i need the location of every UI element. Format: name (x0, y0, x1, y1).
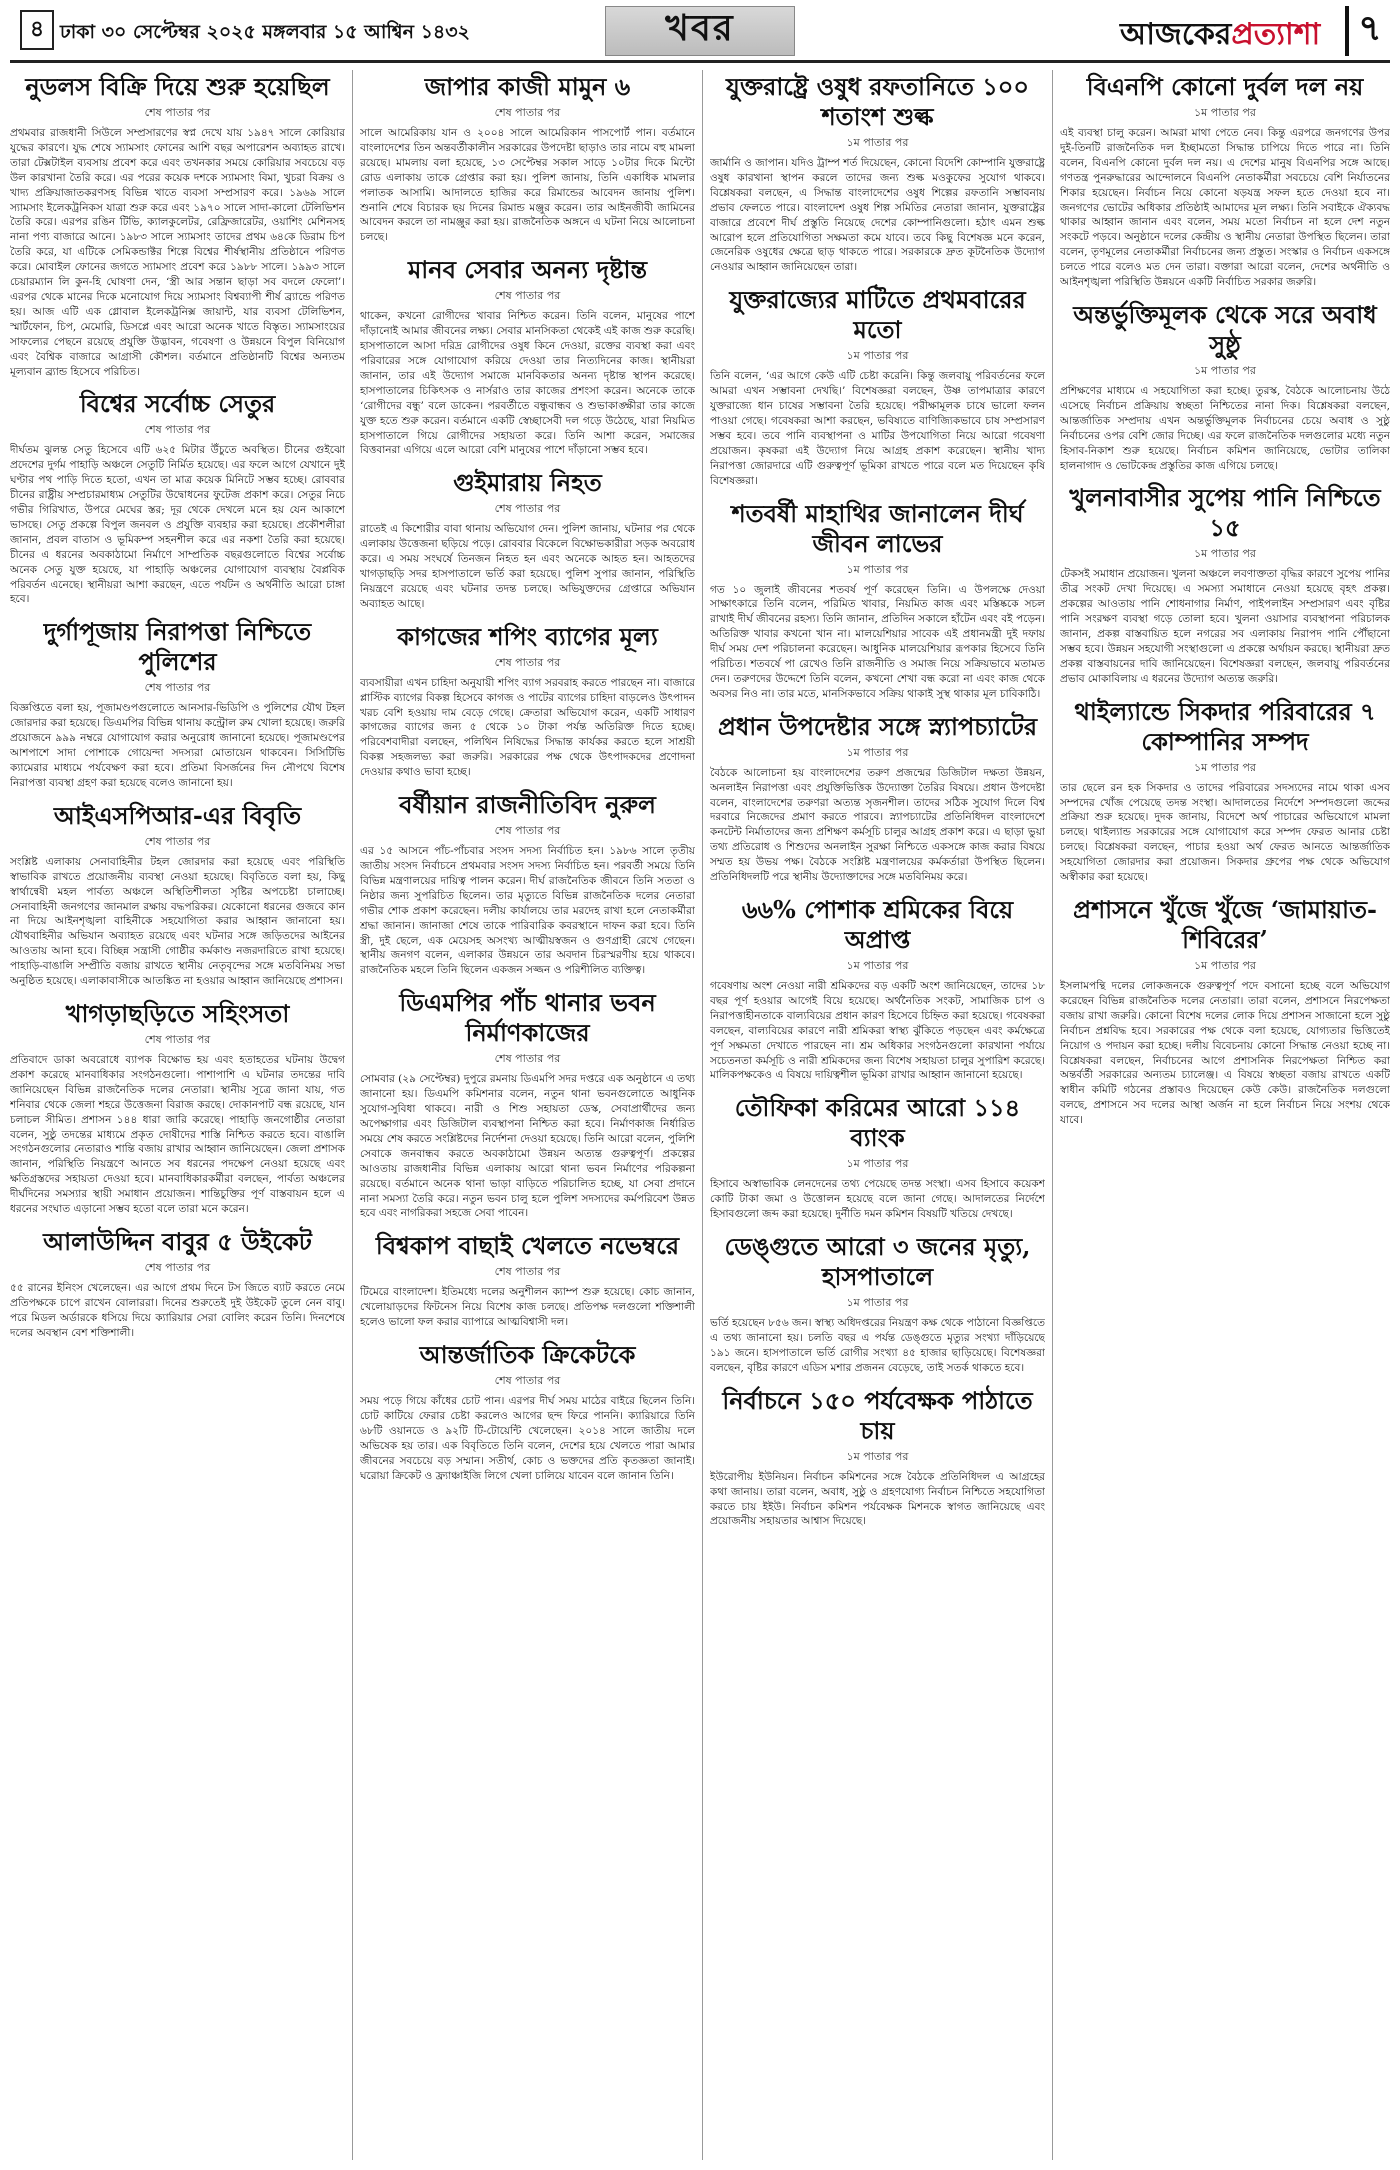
continuation-note: ১ম পাতার পর (846, 1157, 909, 1171)
article-body: গত ১০ জুলাই জীবনের শতবর্ষ পূর্ণ করেছেন তিনি। এ উপলক্ষে দেওয়া সাক্ষাৎকারে তিনি বলেন, পরিমিত খাবার, নিয়মিত কাজ এবং মস্তিষ্ককে সচল রাখাই দীর্ঘ জীবনের রহস্য। তিনি জানান, প্রতিদিন সকালে হাঁটেন এবং বই পড়েন। অতিরিক্ত খাবার কখনো খান না। মালয়েশিয়ার সাবেক এই প্রধানমন্ত্রী দুই দফায় দীর্ঘ সময় দেশ পরিচালনা করেছেন। আধুনিক মালয়েশিয়ার রূপকার হিসেবে তিনি পরিচিত। শতবর্ষে পা রেখেও তিনি রাজনীতি ও সমাজ নিয়ে সক্রিয়ভাবে মতামত দেন। তরুণদের উদ্দেশে তিনি বলেন, কখনো শেখা বন্ধ করো না এবং কাজ থেকে অবসর নিও না। তার মতে, মানসিকভাবে সক্রিয় থাকাই সুস্থ থাকার মূল চাবিকাঠি। (710, 583, 1045, 700)
article-headline[interactable]: খুলনাবাসীর সুপেয় পানি নিশ্চিতে ১৫ (1069, 483, 1381, 543)
news-article (1060, 481, 1390, 686)
article-body: রাতেই এ কিশোরীর বাবা থানায় অভিযোগ দেন। পুলিশ জানায়, ঘটনার পর থেকে এলাকায় উত্তেজনা ছড়িয়ে পড়ে। রোববার বিকেলে বিক্ষোভকারীরা সড়ক অবরোধ করে। এ সময় সংঘর্ষে তিনজন নিহত হন এবং অনেকে আহত হন। আহতদের খাগড়াছড়ি সদর হাসপাতালে ভর্তি করা হয়েছে। পুলিশ সুপার জানান, পরিস্থিতি নিয়ন্ত্রণে রয়েছে এবং ঘটনার তদন্ত চলছে। অভিযুক্তদের গ্রেপ্তারে অভিযান অব্যাহত আছে। (360, 523, 695, 610)
continuation-note: শেষ পাতার পর (494, 1265, 561, 1279)
article-body: ভর্তি হয়েছেন ৮৫৬ জন। স্বাস্থ্য অধিদপ্তরের নিয়ন্ত্রণ কক্ষ থেকে পাঠানো বিজ্ঞপ্তিতে এ তথ্য জানানো হয়। চলতি বছর এ পর্যন্ত ডেঙ্গুতে মৃত্যুর সংখ্যা দাঁড়িয়েছে ১৯১ জনে। হাসপাতালে ভর্তি রোগীর সংখ্যা ৪৫ হাজার ছাড়িয়েছে। বিশেষজ্ঞরা বলছেন, বৃষ্টির কারণে এডিস মশার প্রজনন বেড়েছে, তাই সতর্ক থাকতে হবে। (710, 1317, 1045, 1374)
news-article (710, 1384, 1045, 1530)
article-body: সোমবার (২৯ সেপ্টেম্বর) দুপুরে রমনায় ডিএমপি সদর দপ্তরে এক অনুষ্ঠানে এ তথ্য জানানো হয়। ডিএমপি কমিশনার বলেন, নতুন থানা ভবনগুলোতে আধুনিক সুযোগ-সুবিধা থাকবে। নারী ও শিশু সহায়তা ডেস্ক, সেবাপ্রার্থীদের জন্য অপেক্ষাগার এবং ডিজিটাল ব্যবস্থাপনা নিশ্চিত করা হবে। নির্মাণকাজ নির্ধারিত সময়ে শেষ করতে সংশ্লিষ্টদের নির্দেশনা দেওয়া হয়েছে। তিনি আরো বলেন, পুলিশি সেবাকে জনবান্ধব করতে অবকাঠামো উন্নয়ন অত্যন্ত গুরুত্বপূর্ণ। প্রকল্পের আওতায় রাজধানীর বিভিন্ন এলাকায় আরো থানা ভবন নির্মাণের পরিকল্পনা রয়েছে। বর্তমানে অনেক থানা ভাড়া বাড়িতে পরিচালিত হচ্ছে, যা সেবা প্রদানে নানা সমস্যা তৈরি করে। নতুন ভবন চালু হলে পুলিশ সদস্যদের কর্মপরিবেশ উন্নত হবে এবং নাগরিকরা সহজে সেবা পাবেন। (360, 1073, 695, 1220)
column-divider (352, 70, 353, 2160)
news-article (710, 893, 1045, 1083)
news-article (360, 788, 695, 978)
continuation-note: ১ম পাতার পর (846, 562, 909, 576)
continuation-note: ১ম পাতার পর (1194, 959, 1256, 972)
news-article (360, 70, 695, 245)
continuation-note: শেষ পাতার পর (144, 681, 211, 695)
article-headline[interactable]: দুর্গাপূজায় নিরাপত্তা নিশ্চিতে পুলিশের (43, 617, 312, 677)
continuation-note: ১ম পাতার পর (846, 959, 909, 972)
article-body: ইউরোপীয় ইউনিয়ন। নির্বাচন কমিশনের সঙ্গে বৈঠকে প্রতিনিধিদল এ আগ্রহের কথা জানায়। তারা বলেন, অবাধ, সুষ্ঠু ও গ্রহণযোগ্য নির্বাচন নিশ্চিতে সহযোগিতা করতে চায় ইইউ। নির্বাচন কমিশন পর্যবেক্ষক মিশনকে স্বাগত জানিয়েছে এবং প্রয়োজনীয় সহায়তার আশ্বাস দিয়েছে। (710, 1470, 1045, 1528)
article-body: জার্মানি ও জাপান। যদিও ট্রাম্প শর্ত দিয়েছেন, কোনো বিদেশি কোম্পানি যুক্তরাষ্ট্রে ওষুধ কারখানা স্থাপন করলে তাদের জন্য শুল্ক মওকুফের সুযোগ থাকবে। বিশ্লেষকরা বলছেন, এ সিদ্ধান্ত বাংলাদেশের ওষুধ শিল্পের রফতানি সম্ভাবনায় প্রভাব ফেলতে পারে। বাংলাদেশ ওষুধ শিল্প সমিতির নেতারা জানান, যুক্তরাষ্ট্রের বাজারে প্রবেশে দীর্ঘ প্রস্তুতি নিয়েছে দেশের কোম্পানিগুলো। হঠাৎ এমন শুল্ক আরোপ হলে প্রতিযোগিতা সক্ষমতা কমে যাবে। তবে কিছু বিশেষজ্ঞ মনে করেন, জেনেরিক ওষুধের ক্ষেত্রে ছাড় থাকতে পারে। সরকারকে দ্রুত কূটনৈতিক উদ্যোগ নেওয়ার আহ্বান জানিয়েছেন তারা। (710, 157, 1045, 274)
article-headline[interactable]: নির্বাচনে ১৫০ পর্যবেক্ষক পাঠাতে চায় (722, 1385, 1033, 1445)
news-article (710, 70, 1045, 275)
article-headline[interactable]: আন্তর্জাতিক ক্রিকেটকে (419, 1340, 636, 1370)
news-article (10, 997, 345, 1217)
news-article (10, 799, 345, 989)
continuation-note: ১ম পাতার পর (1194, 363, 1256, 377)
continuation-note: ১ম পাতার পর (1194, 760, 1256, 774)
article-body: সময় পড়ে গিয়ে কাঁধের চোট পান। এরপর দীর্ঘ সময় মাঠের বাইরে ছিলেন তিনি। চোট কাটিয়ে ফেরার চেষ্টা করলেও আগের ছন্দ ফিরে পাননি। ক্যারিয়ারে তিনি ৬৮টি ওয়ানডে ও ৯২টি টি-টোয়েন্টি খেলেছেন। ২০১৪ সালে জাতীয় দলে অভিষেক হয় তার। এক বিবৃতিতে তিনি বলেন, দেশের হয়ে খেলতে পারা আমার জীবনের সবচেয়ে বড় সম্মান। সতীর্থ, কোচ ও ভক্তদের প্রতি কৃতজ্ঞতা জানাই। ঘরোয়া ক্রিকেট ও ফ্র্যাঞ্চাইজি লিগে খেলা চালিয়ে যাবেন বলে জানান তিনি। (360, 1395, 695, 1482)
article-body: সালে আমেরিকায় যান ও ২০০৪ সালে আমেরিকান পাসপোর্ট পান। বর্তমানে বাংলাদেশের তিন অন্তবর্তীকালীন সরকারের উপদেষ্টা ছাড়াও তার নামে বহু মামলা রয়েছে। মামলায় বলা হয়েছে, ১৩ সেপ্টেম্বর সকাল সাড়ে ১০টার দিকে মিন্টো রোড এলাকায় তাকে গ্রেপ্তার করা হয়। পুলিশ জানায়, তিনি একাধিক মামলার পলাতক আসামি। আদালতে হাজির করে রিমান্ডের আবেদন জানায় পুলিশ। শুনানি শেষে বিচারক ছয় দিনের রিমান্ড মঞ্জুর করেন। তার আইনজীবী জামিনের আবেদন করলে তা নামঞ্জুর করা হয়। রাজনৈতিক অঙ্গনে এ ঘটনা নিয়ে আলোচনা চলছে। (360, 127, 695, 244)
logo-accent: প্রত্যাশা (1231, 17, 1321, 52)
column-3 (710, 70, 1045, 2160)
continuation-note: ১ম পাতার পর (846, 745, 909, 759)
article-headline[interactable]: আইএসপিআর-এর বিবৃতি (53, 800, 302, 830)
article-body: বৈঠকে আলোচনা হয় বাংলাদেশের তরুণ প্রজন্মের ডিজিটাল দক্ষতা উন্নয়ন, অনলাইন নিরাপত্তা এবং প্রযুক্তিভিত্তিক উদ্যোক্তা তৈরির বিষয়ে। প্রধান উপদেষ্টা বলেন, বাংলাদেশের তরুণরা অত্যন্ত সৃজনশীল। তাদের সঠিক সুযোগ দিলে বিশ্ব দরবারে নিজেদের প্রমাণ করতে পারবে। স্ন্যাপচ্যাটের প্রতিনিধিদল বাংলাদেশে কনটেন্ট নির্মাতাদের জন্য প্রশিক্ষণ কর্মসূচি চালুর আগ্রহ প্রকাশ করে। এ ছাড়া ভুয়া তথ্য প্রতিরোধ ও শিশুদের অনলাইন সুরক্ষা নিশ্চিতে একসঙ্গে কাজ করার বিষয়ে সম্মত হয় উভয় পক্ষ। বৈঠকে সংশ্লিষ্ট মন্ত্রণালয়ের কর্মকর্তারা উপস্থিত ছিলেন। প্রতিনিধিদলটি পরে স্থানীয় উদ্যোক্তাদের সঙ্গে মতবিনিময় করে। (710, 766, 1045, 884)
article-headline[interactable]: প্রধান উপদেষ্টার সঙ্গে স্ন্যাপচ্যাটের (717, 711, 1038, 741)
continuation-note: ১ম পাতার পর (846, 349, 909, 363)
news-article (710, 497, 1045, 702)
continuation-note: শেষ পাতার পর (144, 1260, 211, 1274)
news-article (360, 620, 695, 780)
news-article (1060, 298, 1390, 473)
continuation-note: শেষ পাতার পর (144, 106, 211, 119)
news-article (10, 615, 345, 790)
column-divider (702, 70, 703, 2160)
continuation-note: ১ম পাতার পর (1194, 547, 1256, 561)
article-headline[interactable]: নুডলস বিক্রি দিয়ে শুরু হয়েছিল (25, 72, 330, 101)
article-body: এর ১৫ আসনে পাঁচ-পাঁচবার সংসদ সদস্য নির্বাচিত হন। ১৯৮৬ সালে তৃতীয় জাতীয় সংসদ নির্বাচনে প্রথমবার সংসদ সদস্য নির্বাচিত হন। পরবর্তী সময়ে তিনি বিভিন্ন মন্ত্রণালয়ের দায়িত্ব পালন করেন। দীর্ঘ রাজনৈতিক জীবনে তিনি সততা ও নিষ্ঠার জন্য সুপরিচিত ছিলেন। তার মৃত্যুতে বিভিন্ন রাজনৈতিক দলের নেতারা গভীর শোক প্রকাশ করেছেন। দলীয় কার্যালয়ে তার মরদেহ রাখা হলে নেতাকর্মীরা শ্রদ্ধা জানান। জানাজা শেষে তাকে পারিবারিক কবরস্থানে দাফন করা হবে। তিনি স্ত্রী, দুই ছেলে, এক মেয়েসহ অসংখ্য আত্মীয়স্বজন ও গুণগ্রাহী রেখে গেছেন। স্থানীয় জনগণ বলেন, এলাকার উন্নয়নে তার অবদান চিরস্মরণীয় হয়ে থাকবে। রাজনৈতিক মহলে তিনি ছিলেন একজন সজ্জন ও পরিশীলিত ব্যক্তিত্ব। (360, 845, 695, 977)
article-headline[interactable]: অন্তর্ভুক্তিমূলক থেকে সরে অবাধ সুষ্ঠু (1073, 299, 1377, 359)
news-article (710, 283, 1045, 488)
continuation-note: ১ম পাতার পর (1194, 106, 1256, 119)
news-article (1060, 70, 1390, 290)
news-article (360, 1229, 695, 1330)
article-body: হিসাবে অস্বাভাবিক লেনদেনের তথ্য পেয়েছে তদন্ত সংস্থা। এসব হিসাবে কয়েকশ কোটি টাকা জমা ও উত্তোলন হয়েছে বলে জানা গেছে। আদালতের নির্দেশে হিসাবগুলো জব্দ করা হয়েছে। দুর্নীতি দমন কমিশন বিষয়টি খতিয়ে দেখছে। (710, 1178, 1045, 1221)
article-body: গবেষণায় অংশ নেওয়া নারী শ্রমিকদের বড় একটি অংশ জানিয়েছেন, তাদের ১৮ বছর পূর্ণ হওয়ার আগেই বিয়ে হয়েছে। অর্থনৈতিক সংকট, সামাজিক চাপ ও নিরাপত্তাহীনতাকে বাল্যবিয়ের প্রধান কারণ হিসেবে চিহ্নিত করা হয়েছে। গবেষকরা বলছেন, বাল্যবিয়ের কারণে নারী শ্রমিকরা স্বাস্থ্য ঝুঁকিতে পড়ছেন এবং কর্মক্ষেত্রে পূর্ণ সক্ষমতা দেখাতে পারছেন না। শ্রম অধিকার সংগঠনগুলো কারখানা পর্যায়ে সচেতনতা কর্মসূচি ও নারী শ্রমিকদের জন্য বিশেষ সহায়তা চালুর সুপারিশ করেছে। মালিকপক্ষকেও এ বিষয়ে দায়িত্বশীল ভূমিকা রাখার আহ্বান জানানো হয়েছে। (710, 980, 1045, 1082)
continuation-note: শেষ পাতার পর (494, 655, 561, 669)
logo-prefix: আজকের (1120, 17, 1232, 52)
page-flag: ৪ (20, 10, 54, 50)
newspaper-logo (1120, 10, 1320, 61)
news-article (360, 253, 695, 458)
article-headline[interactable]: যুক্তরাজ্যের মাটিতে প্রথমবারের মতো (729, 285, 1026, 345)
article-headline[interactable]: বিএনপি কোনো দুর্বল দল নয় (1086, 72, 1364, 101)
article-headline[interactable]: মানব সেবার অনন্য দৃষ্টান্ত (407, 255, 648, 285)
column-divider (1052, 70, 1053, 2160)
news-article (10, 1225, 345, 1341)
article-body: দীর্ঘতম ঝুলন্ত সেতু হিসেবে এটি ৬২৫ মিটার উঁচুতে অবস্থিত। চীনের গুইঝো প্রদেশের দুর্গম পাহাড়ি অঞ্চলে সেতুটি নির্মিত হয়েছে। এর ফলে আগে যেখানে দুই ঘণ্টার পথ পাড়ি দিতে হতো, এখন তা মাত্র কয়েক মিনিটে সম্ভব হচ্ছে। রোববার চীনের রাষ্ট্রীয় সম্প্রচারমাধ্যম সেতুটির উদ্বোধনের ফুটেজ প্রকাশ করে। সেতুর নিচে গভীর গিরিখাত, উপরে মেঘের স্তর; দূর থেকে দেখলে মনে হয় যেন আকাশে ভাসছে। সেতু প্রকল্পে বিপুল জনবল ও প্রযুক্তি ব্যবহার করা হয়েছে। প্রকৌশলীরা জানান, প্রবল বাতাস ও ভূমিকম্প সহনশীল করে এর নকশা তৈরি করা হয়েছে। চীনের এ ধরনের অবকাঠামো নির্মাণে সাম্প্রতিক বছরগুলোতে বিশ্বের সর্বোচ্চ অনেক সেতু যুক্ত হয়েছে, যা পাহাড়ি অঞ্চলের যোগাযোগ ব্যবস্থায় বৈপ্লবিক পরিবর্তন এনেছে। স্থানীয়রা আশা করছেন, এতে পর্যটন ও অর্থনীতি আরো চাঙ্গা হবে। (10, 444, 345, 606)
continuation-note: শেষ পাতার পর (494, 502, 561, 516)
news-article (710, 710, 1045, 885)
continuation-note: শেষ পাতার পর (144, 1032, 211, 1046)
article-headline[interactable]: তৌফিকা করিমের আরো ১১৪ ব্যাংক (734, 1093, 1021, 1153)
article-headline[interactable]: গুইমারায় নিহত (453, 468, 602, 498)
article-body: ব্যবসায়ীরা এখন চাহিদা অনুযায়ী শপিং ব্যাগ সরবরাহ করতে পারছেন না। বাজারে প্লাস্টিক ব্যাগের বিকল্প হিসেবে কাগজ ও পাটের ব্যাগের চাহিদা বাড়লেও উৎপাদন খরচ বেশি হওয়ায় দাম বেড়ে গেছে। ক্রেতারা অভিযোগ করেন, একটি সাধারণ কাগজের ব্যাগের জন্য ৫ থেকে ১০ টাকা পর্যন্ত অতিরিক্ত দিতে হচ্ছে। পরিবেশবাদীরা বলছেন, পলিথিন নিষিদ্ধের সিদ্ধান্ত কার্যকর করতে হলে সাশ্রয়ী বিকল্প সহজলভ্য করা জরুরি। সরকারের পক্ষ থেকে উৎপাদকদের প্রণোদনা দেওয়ার কথাও ভাবা হচ্ছে। (360, 676, 695, 779)
article-body: টিমেরে বাংলাদেশ। ইতিমধ্যে দলের অনুশীলন ক্যাম্প শুরু হয়েছে। কোচ জানান, খেলোয়াড়দের ফিটনেস নিয়ে বিশেষ কাজ চলছে। প্রতিপক্ষ দলগুলো শক্তিশালী হলেও ভালো ফল করার ব্যাপারে আত্মবিশ্বাসী দল। (360, 1286, 695, 1329)
article-headline[interactable]: খাগড়াছড়িতে সহিংসতা (65, 998, 290, 1028)
article-headline[interactable]: বিশ্বকাপ বাছাই খেলতে নভেম্বরে (375, 1231, 680, 1261)
article-headline[interactable]: ৬৬% পোশাক শ্রমিকের বিয়ে অপ্রাপ্ত (741, 895, 1014, 954)
news-article (360, 466, 695, 611)
news-article (1060, 695, 1390, 885)
continuation-note: শেষ পাতার পর (144, 834, 211, 848)
article-body: ৫৫ রানের ইনিংস খেলেছেন। এর আগে প্রথম দিনে টস জিতে ব্যাট করতে নেমে প্রতিপক্ষকে চাপে রাখেন বোলাররা। দিনের শুরুতেই দুই উইকেট তুলে নেন বাবু। পরে মিডল অর্ডারকে ধসিয়ে দিয়ে ক্যারিয়ার সেরা বোলিং করেন তিনি। দিনশেষে দলের অবস্থান বেশ শক্তিশালী। (10, 1281, 345, 1339)
continuation-note: শেষ পাতার পর (494, 824, 561, 838)
article-body: টেকসই সমাধান প্রয়োজন। খুলনা অঞ্চলে লবণাক্ততা বৃদ্ধির কারণে সুপেয় পানির তীব্র সংকট দেখা দিয়েছে। এ সমস্যা সমাধানে নেওয়া হয়েছে বৃহৎ প্রকল্প। প্রকল্পের আওতায় পানি শোধনাগার নির্মাণ, পাইপলাইন সম্প্রসারণ এবং বৃষ্টির পানি সংরক্ষণ ব্যবস্থা গড়ে তোলা হবে। খুলনা ওয়াসার ব্যবস্থাপনা পরিচালক জানান, প্রকল্প বাস্তবায়িত হলে নগরের সব এলাকায় নিরাপদ পানি পৌঁছানো সম্ভব হবে। উন্নয়ন সহযোগী সংস্থাগুলো এ প্রকল্পে অর্থায়ন করছে। স্থানীয়রা দ্রুত প্রকল্প বাস্তবায়নের দাবি জানিয়েছেন। বিশেষজ্ঞরা বলছেন, জলবায়ু পরিবর্তনের প্রভাব মোকাবিলায় এ ধরনের উদ্যোগ অত্যন্ত জরুরি। (1060, 568, 1390, 685)
article-headline[interactable]: কাগজের শপিং ব্যাগের মূল্য (397, 621, 658, 651)
article-headline[interactable]: যুক্তরাষ্ট্রে ওষুধ রফতানিতে ১০০ শতাংশ শুল্ক (726, 72, 1029, 131)
continuation-note: শেষ পাতার পর (144, 423, 211, 437)
article-body: তিনি বলেন, ‘এর আগে কেউ এটি চেষ্টা করেনি। কিন্তু জলবায়ু পরিবর্তনের ফলে আমরা এখন সম্ভাবনা দেখছি।’ বিশেষজ্ঞরা বলছেন, উষ্ণ তাপমাত্রার কারণে যুক্তরাজ্যে ধান চাষের সম্ভাবনা তৈরি হয়েছে। পরীক্ষামূলক চাষে ভালো ফলন পাওয়া গেছে। গবেষকরা আশা করছেন, ভবিষ্যতে বাণিজ্যিকভাবে চাষ সম্প্রসারণ সম্ভব হবে। তবে পানি ব্যবস্থাপনা ও মাটির উপযোগিতা নিয়ে আরো গবেষণা প্রয়োজন। কৃষকরা এই উদ্যোগ নিয়ে আগ্রহ প্রকাশ করেছেন। স্থানীয় খাদ্য নিরাপত্তা জোরদারে এটি গুরুত্বপূর্ণ ভূমিকা রাখতে পারে বলে মত দিয়েছেন কৃষি বিশেষজ্ঞরা। (710, 370, 1045, 487)
news-article (1060, 893, 1390, 1128)
page-number: ৭ (1345, 6, 1391, 56)
continuation-note: শেষ পাতার পর (494, 289, 561, 303)
article-headline[interactable]: শতবর্ষী মাহাথির জানালেন দীর্ঘ জীবন লাভের (731, 498, 1024, 558)
article-body: প্রশিক্ষণের মাধ্যমে এ সহযোগিতা করা হচ্ছে। তুরস্ক, বৈঠকে আলোচনায় উঠে এসেছে নির্বাচন প্রক্রিয়ায় স্বচ্ছতা নিশ্চিতের নানা দিক। বিশ্লেষকরা বলছেন, আন্তর্জাতিক সম্প্রদায় এখন অন্তর্ভুক্তিমূলক নির্বাচনের চেয়ে অবাধ ও সুষ্ঠু নির্বাচনের ওপর বেশি জোর দিচ্ছে। এর ফলে রাজনৈতিক দলগুলোর মধ্যে নতুন হিসাব-নিকাশ শুরু হয়েছে। নির্বাচন কমিশন জানিয়েছে, ভোটার তালিকা হালনাগাদ ও ভোটকেন্দ্র প্রস্তুতির কাজ এগিয়ে চলছে। (1060, 384, 1390, 472)
column-1 (10, 70, 345, 2160)
news-article (360, 1338, 695, 1483)
column-2 (360, 70, 695, 2160)
continuation-note: শেষ পাতার পর (494, 1052, 561, 1066)
article-body: ইসলামপন্থি দলের লোকজনকে গুরুত্বপূর্ণ পদে বসানো হচ্ছে বলে অভিযোগ করেছেন বিভিন্ন রাজনৈতিক দলের নেতারা। তারা বলেন, প্রশাসনে নিরপেক্ষতা বজায় রাখা জরুরি। কোনো বিশেষ দলের লোক দিয়ে প্রশাসন সাজানো হলে সুষ্ঠু নির্বাচন প্রশ্নবিদ্ধ হবে। সরকারের পক্ষ থেকে বলা হয়েছে, যোগ্যতার ভিত্তিতেই নিয়োগ ও পদায়ন করা হচ্ছে। দলীয় বিবেচনায় কোনো সিদ্ধান্ত নেওয়া হচ্ছে না। বিশ্লেষকরা বলছেন, নির্বাচনের আগে প্রশাসনিক নিরপেক্ষতা নিশ্চিত করা অন্তর্বর্তী সরকারের অন্যতম চ্যালেঞ্জ। এ বিষয়ে স্বচ্ছতা বজায় রাখতে একটি স্বাধীন কমিটি গঠনের প্রস্তাবও দিয়েছেন কেউ কেউ। রাজনৈতিক দলগুলো বলছে, প্রশাসনে সব দলের আস্থা অর্জন না হলে নির্বাচন নিয়ে সংশয় থেকে যাবে। (1060, 980, 1390, 1127)
column-4 (1060, 70, 1390, 2160)
continuation-note: শেষ পাতার পর (494, 1374, 561, 1388)
article-body: থাকেন, কখনো রোগীদের খাবার নিশ্চিত করেন। তিনি বলেন, মানুষের পাশে দাঁড়ানোই আমার জীবনের লক্ষ্য। সেবার মানসিকতা থেকেই এই কাজ শুরু করেছি। হাসপাতালে আসা দরিদ্র রোগীদের ওষুধ কিনে দেওয়া, রক্তের ব্যবস্থা করা এবং পরিবারের সঙ্গে যোগাযোগ করিয়ে দেওয়া তার নিত্যদিনের কাজ। স্থানীয়রা জানান, তার এই উদ্যোগ সমাজে মানবিকতার অনন্য দৃষ্টান্ত স্থাপন করেছে। হাসপাতালের চিকিৎসক ও নার্সরাও তার কাজের প্রশংসা করেন। অনেকে তাকে ‘রোগীদের বন্ধু’ বলে ডাকেন। পরবর্তীতে বন্ধুবান্ধব ও শুভাকাঙ্ক্ষীরা তার কাজে যুক্ত হতে শুরু করেন। বর্তমানে একটি স্বেচ্ছাসেবী দল গড়ে উঠেছে, যারা নিয়মিত হাসপাতালে গিয়ে রোগীদের সহায়তা করে। তিনি আশা করেন, সমাজের বিত্তবানরা এগিয়ে এলে আরো বেশি মানুষের পাশে দাঁড়ানো সম্ভব হবে। (360, 310, 695, 457)
continuation-note: ১ম পাতার পর (846, 136, 909, 149)
continuation-note: ১ম পাতার পর (846, 1296, 909, 1310)
article-body: তার ছেলে রন হক সিকদার ও তাদের পরিবারের সদস্যদের নামে থাকা এসব সম্পদের খোঁজ পেয়েছে তদন্ত সংস্থা। আদালতের নির্দেশে সম্পদগুলো জব্দের প্রক্রিয়া শুরু হয়েছে। দুদক জানায়, বিদেশে অর্থ পাচারের অভিযোগে মামলা চলছে। থাইল্যান্ড সরকারের সঙ্গে যোগাযোগ করে সম্পদ ফেরত আনার চেষ্টা চলছে। বিশ্লেষকরা বলছেন, পাচার হওয়া অর্থ ফেরত আনতে আন্তর্জাতিক সহযোগিতা জোরদার করা প্রয়োজন। সিকদার গ্রুপের পক্ষ থেকে অভিযোগ অস্বীকার করা হয়েছে। (1060, 781, 1390, 884)
article-body: বিজ্ঞপ্তিতে বলা হয়, পূজামণ্ডপগুলোতে আনসার-ভিডিপি ও পুলিশের যৌথ টহল জোরদার করা হয়েছে। ডিএমপির বিভিন্ন থানায় কন্ট্রোল রুম খোলা হয়েছে। জরুরি প্রয়োজনে ৯৯৯ নম্বরে যোগাযোগ করার অনুরোধ জানানো হয়েছে। পূজামণ্ডপের আশপাশে সাদা পোশাকে গোয়েন্দা সদস্যরা মোতায়েন থাকবেন। সিসিটিভি ক্যামেরার মাধ্যমে পর্যবেক্ষণ করা হবে। প্রতিমা বিসর্জনের দিন নৌপথে বিশেষ নিরাপত্তা ব্যবস্থা গ্রহণ করা হয়েছে বলেও জানানো হয়। (10, 702, 345, 789)
continuation-note: ১ম পাতার পর (846, 1449, 909, 1463)
news-article (710, 1230, 1045, 1376)
article-headline[interactable]: বিশ্বের সর্বোচ্চ সেতুর (79, 389, 276, 419)
news-article (360, 986, 695, 1221)
masthead (0, 0, 1400, 62)
section-title: খবর (605, 6, 795, 56)
article-body: সংশ্লিষ্ট এলাকায় সেনাবাহিনীর টহল জোরদার করা হয়েছে এবং পরিস্থিতি স্বাভাবিক রাখতে প্রয়োজনীয় ব্যবস্থা নেওয়া হয়েছে। বিবৃতিতে বলা হয়, কিছু স্বার্থান্বেষী মহল পার্বত্য অঞ্চলে অস্থিতিশীলতা সৃষ্টির অপচেষ্টা চালাচ্ছে। সেনাবাহিনী জনগণের জানমাল রক্ষায় বদ্ধপরিকর। যেকোনো ধরনের গুজবে কান না দিয়ে আইনশৃঙ্খলা বাহিনীকে সহযোগিতা করার আহ্বান জানানো হয়। যৌথবাহিনীর অভিযান অব্যাহত রয়েছে এবং ঘটনার সঙ্গে জড়িতদের আইনের আওতায় আনা হবে। বিচ্ছিন্ন সন্ত্রাসী গোষ্ঠীর কর্মকাণ্ড নজরদারিতে রাখা হয়েছে। পাহাড়ি-বাঙালি সম্প্রীতি বজায় রাখতে স্থানীয় নেতৃবৃন্দের সঙ্গে মতবিনিময় সভা অনুষ্ঠিত হয়েছে। এলাকাবাসীকে আতঙ্কিত না হওয়ার আহ্বান জানিয়েছে প্রশাসন। (10, 855, 345, 988)
article-body: প্রতিবাদে ডাকা অবরোধে ব্যাপক বিক্ষোভ হয় এবং হতাহতের ঘটনায় উদ্বেগ প্রকাশ করেছে মানবাধিকার সংগঠনগুলো। পাশাপাশি এ ঘটনার তদন্তের দাবি জানিয়েছেন বিভিন্ন রাজনৈতিক দলের নেতারা। স্থানীয় সূত্রে জানা যায়, গত শনিবার থেকে জেলা শহরে উত্তেজনা বিরাজ করছে। দোকানপাট বন্ধ রয়েছে, যান চলাচল সীমিত। প্রশাসন ১৪৪ ধারা জারি করেছে। পাহাড়ি জনগোষ্ঠীর নেতারা বলেন, সুষ্ঠু তদন্তের মাধ্যমে প্রকৃত দোষীদের শাস্তি নিশ্চিত করতে হবে। বাঙালি সংগঠনগুলোর নেতারাও শান্তি বজায় রাখার আহ্বান জানিয়েছেন। জেলা প্রশাসক জানান, পরিস্থিতি নিয়ন্ত্রণে আনতে সব ধরনের পদক্ষেপ নেওয়া হয়েছে এবং ক্ষতিগ্রস্তদের সহায়তা দেওয়া হবে। মানবাধিকারকর্মীরা বলছেন, পার্বত্য অঞ্চলের দীর্ঘদিনের সমস্যার স্থায়ী সমাধান প্রয়োজন। শান্তিচুক্তির পূর্ণ বাস্তবায়ন হলে এ ধরনের সংঘাত এড়ানো সম্ভব হতো বলে তারা মনে করেন। (10, 1053, 345, 1216)
header-rule (10, 60, 1390, 63)
article-body: এই ব্যবস্থা চালু করেন। আমরা মাথা পেতে নেব। কিন্তু এরপরে জনগণের উপর দুই-তিনটি রাজনৈতিক দল ইচ্ছামতো সিদ্ধান্ত চাপিয়ে দিতে পারে না। তিনি বলেন, বিএনপি কোনো দুর্বল দল নয়। এ দেশের মানুষ বিএনপির সঙ্গে আছে। গণতন্ত্র পুনরুদ্ধারের আন্দোলনে বিএনপি নেতাকর্মীরা সবচেয়ে বেশি নির্যাতনের শিকার হয়েছেন। নির্বাচন নিয়ে কোনো ষড়যন্ত্র সফল হতে দেওয়া হবে না। জনগণের ভোটের অধিকার প্রতিষ্ঠাই আমাদের মূল লক্ষ্য। তিনি সবাইকে ঐক্যবদ্ধ থাকার আহ্বান জানান এবং বলেন, সময় মতো নির্বাচন না হলে দেশ নতুন সংকটে পড়বে। অনুষ্ঠানে দলের কেন্দ্রীয় ও স্থানীয় নেতারা উপস্থিত ছিলেন। তারা বলেন, তৃণমূলের নেতাকর্মীরা নির্বাচনের জন্য প্রস্তুত। সংস্কার ও নির্বাচন একসঙ্গে চলতে পারে বলেও মত দেন তারা। বক্তারা আরো বলেন, দেশের অর্থনীতি ও আইনশৃঙ্খলা পরিস্থিতি উন্নয়নে একটি নির্বাচিত সরকার জরুরি। (1060, 127, 1390, 289)
article-headline[interactable]: আলাউদ্দিন বাবুর ৫ উইকেট (43, 1226, 312, 1256)
article-headline[interactable]: ডিএমপির পাঁচ থানার ভবন নির্মাণকাজের (399, 988, 656, 1048)
continuation-note: শেষ পাতার পর (494, 106, 561, 119)
article-headline[interactable]: ডেঙ্গুতে আরো ৩ জনের মৃত্যু, হাসপাতালে (724, 1232, 1031, 1292)
article-body: প্রথমবার রাজধানী সিউলে সম্প্রসারণের স্বপ্ন দেখে যায় ১৯৪৭ সালে কোরিয়ার যুদ্ধের কারণে। যুদ্ধ শেষে স্যামসাং ফোনের আশি বছর অপারেশন অব্যাহত রাখে। তারা টেক্সটাইল ব্যবসায় প্রবেশ করে এবং তখনকার সময়ে কোরিয়ার সবচেয়ে বড় উল কারখানা তৈরি করে। এর পরের কয়েক দশকে স্যামসাং বিমা, খুচরা বিক্রয় ও খাদ্য প্রক্রিয়াজাতকরণসহ বিভিন্ন খাতে ব্যবসা সম্প্রসারণ করে। ১৯৬৯ সালে স্যামসাং ইলেকট্রনিকস যাত্রা শুরু করে এবং ১৯৭০ সালে সাদা-কালো টেলিভিশন তৈরি করে। এরপর রঙিন টিভি, ক্যালকুলেটর, রেফ্রিজারেটর, ওয়াশিং মেশিনসহ নানা পণ্য বাজারে আনে। ১৯৮৩ সালে স্যামসাং তাদের প্রথম ৬৪কে ডিরাম চিপ তৈরি করে, যা এটিকে সেমিকন্ডাক্টর শিল্পে বিশ্বের শীর্ষস্থানীয় প্রতিষ্ঠানে পরিণত করে। মোবাইল ফোনের জগতে স্যামসাং প্রবেশ করে ১৯৮৮ সালে। ১৯৯৩ সালে চেয়ারম্যান লি কুন-হি ঘোষণা দেন, ‘স্ত্রী আর সন্তান ছাড়া সব বদলে ফেলো’। এরপর থেকে মানের দিকে মনোযোগ দিয়ে স্যামসাং বিশ্বব্যাপী শীর্ষ ব্র্যান্ডে পরিণত হয়। আজ এটি এক গ্লোবাল ইলেকট্রনিক্স জায়ান্ট, যার ব্যবসা টেলিভিশন, স্মার্টফোন, চিপ, মেমোরি, ডিসপ্লে এবং আরো অনেক খাতে বিস্তৃত। স্যামসাংয়ের সাফল্যের পেছনে রয়েছে প্রযুক্তি উদ্ভাবন, গবেষণা ও উন্নয়নে বিপুল বিনিয়োগ এবং বৈশ্বিক বাজারে আগ্রাসী কৌশল। বর্তমানে প্রতিষ্ঠানটি বিশ্বের অন্যতম মূল্যবান ব্র্যান্ড হিসেবে পরিচিত। (10, 127, 345, 378)
news-article (10, 70, 345, 379)
article-headline[interactable]: থাইল্যান্ডে সিকদার পরিবারের ৭ কোম্পানির সম্পদ (1074, 696, 1376, 756)
article-headline[interactable]: বর্ষীয়ান রাজনীতিবিদ নুরুল (399, 790, 656, 820)
news-article (10, 387, 345, 607)
article-headline[interactable]: জাপার কাজী মামুন ৬ (424, 72, 631, 101)
news-article (710, 1091, 1045, 1222)
dateline: ঢাকা ৩০ সেপ্টেম্বর ২০২৫ মঙ্গলবার ১৫ আশ্বিন ১৪৩২ (60, 21, 470, 43)
article-headline[interactable]: প্রশাসনে খুঁজে খুঁজে ‘জামায়াত-শিবিরের’ (1073, 895, 1377, 954)
